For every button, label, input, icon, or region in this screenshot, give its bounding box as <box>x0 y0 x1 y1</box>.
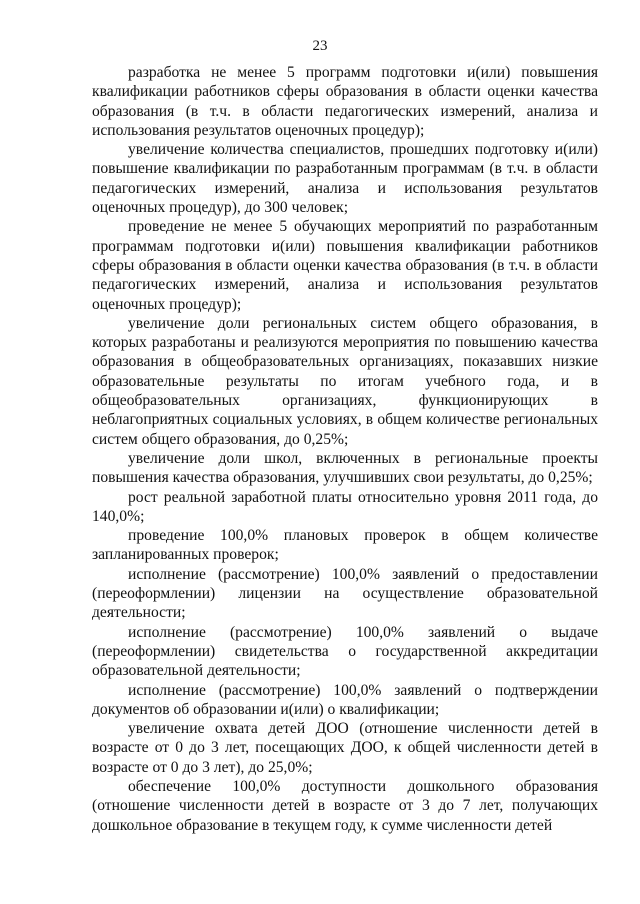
document-body <box>92 63 598 835</box>
paragraph: исполнение (рассмотрение) 100,0% заявлений о предоставлении (переоформлении) лицензии на осуществление образовательной деятельности; <box>92 565 598 622</box>
page-number: 23 <box>312 38 328 54</box>
paragraph: рост реальной заработной платы относительно уровня 2011 года, до 140,0%; <box>92 488 598 525</box>
paragraph: исполнение (рассмотрение) 100,0% заявлений о выдаче (переоформлении) свидетельства о государственной аккредитации образовательной деятельности; <box>92 623 598 680</box>
paragraph: увеличение количества специалистов, прошедших подготовку и(или) повышение квалификации по разработанным программам (в т.ч. в области педагогических измерений, анализа и использования результатов оценочных процедур), до 300 человек; <box>92 141 598 217</box>
paragraph: увеличение доли школ, включенных в региональные проекты повышения качества образования, улучшивших свои результаты, до 0,25%; <box>92 449 598 487</box>
paragraph: проведение не менее 5 обучающих мероприятий по разработанным программам подготовки и(или) повышения квалификации работников сферы образования в области оценки качества образования (в т.ч. в области педагогических измерений, анализа и использования результатов оценочных процедур); <box>92 218 598 313</box>
paragraph: исполнение (рассмотрение) 100,0% заявлений о подтверждении документов об образовании и(или) о квалификации; <box>92 681 598 718</box>
paragraph: проведение 100,0% плановых проверок в общем количестве запланированных проверок; <box>92 527 598 564</box>
paragraph: обеспечение 100,0% доступности дошкольного образования (отношение численности детей в возрасте от 3 до 7 лет, получающих дошкольное образование в текущем году, к сумме численности детей <box>92 777 598 834</box>
paragraph: увеличение охвата детей ДОО (отношение численности детей в возрасте от 0 до 3 лет, посещающих ДОО, к общей численности детей в возрасте от 0 до 3 лет), до 25,0%; <box>92 720 598 776</box>
paragraph: разработка не менее 5 программ подготовки и(или) повышения квалификации работников сферы образования в области оценки качества образования (в т.ч. в области педагогических измерений, анализа и использования результатов оценочных процедур); <box>92 64 598 139</box>
paragraph: увеличение доли региональных систем общего образования, в которых разработаны и реализуются мероприятия по повышению качества образования в общеобразовательных организациях, показавших низкие образовательные результаты по итогам учебного года, и в общеобразовательных организациях, функционирующих в неблагоприятных социальных условиях, в общем количестве региональных систем общего образования, до 0,25%; <box>92 314 598 448</box>
